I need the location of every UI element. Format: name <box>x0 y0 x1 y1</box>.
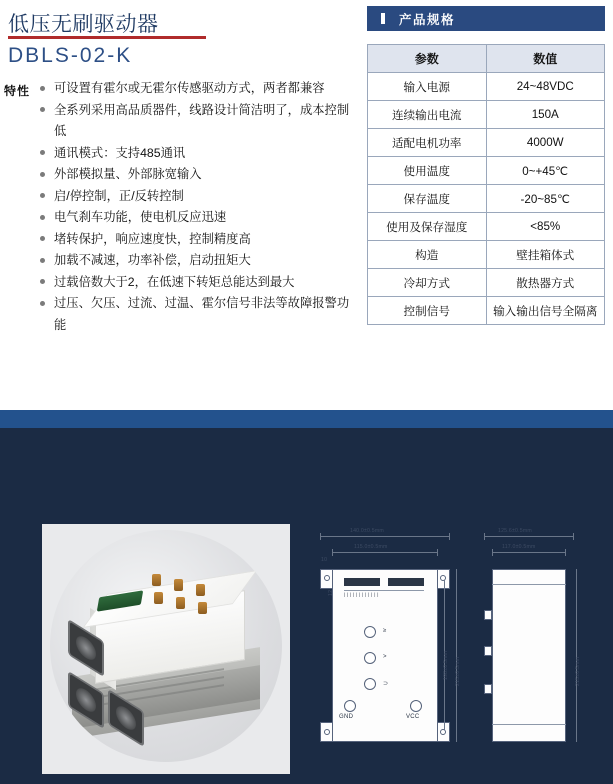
front-view-drawing <box>310 524 460 774</box>
cell-parameter: 构造 <box>368 241 487 269</box>
dim-front-outer-width: 140.0±0.5mm <box>350 528 384 534</box>
cell-parameter: 适配电机功率 <box>368 129 487 157</box>
mounting-hole <box>324 729 330 735</box>
terminal-label-1: ≥ <box>383 628 387 634</box>
list-item <box>40 229 352 251</box>
dim-tick <box>332 549 333 556</box>
side-bracket-mid <box>484 646 492 656</box>
feature-text: 加载不减速，功率补偿，启动扭矩大 <box>54 253 251 267</box>
cell-value: 0~+45℃ <box>486 157 605 185</box>
product-photo <box>42 524 290 774</box>
silkscreen-line <box>344 590 424 591</box>
mounting-hole <box>440 575 446 581</box>
cell-value: 输入输出信号全隔离 <box>486 297 605 325</box>
feature-text: 可设置有霍尔或无霍尔传感驱动方式，两者都兼容 <box>54 81 325 95</box>
side-bracket-low <box>484 684 492 694</box>
table-row <box>368 129 605 157</box>
cell-value: -20~85℃ <box>486 185 605 213</box>
table-row <box>368 241 605 269</box>
dim-line-vertical <box>576 569 577 742</box>
model-number: DBLS-02-K <box>8 44 133 67</box>
terminal-hole-2 <box>364 652 376 664</box>
dim-line <box>332 552 438 553</box>
cell-value: 散热器方式 <box>486 269 605 297</box>
dim-line-vertical <box>456 569 457 742</box>
list-item <box>40 207 352 229</box>
cell-value: 150A <box>486 101 605 129</box>
technical-drawings <box>310 524 586 774</box>
cell-value: 24~48VDC <box>486 73 605 101</box>
bullet-icon <box>40 301 45 306</box>
list-item <box>40 143 352 165</box>
bullet-icon <box>40 172 45 177</box>
dim-line <box>320 536 450 537</box>
dim-tick <box>484 533 485 540</box>
side-detail-line <box>492 724 566 725</box>
feature-text: 启/停控制，正/反转控制 <box>54 188 184 203</box>
side-bracket-high <box>484 610 492 620</box>
cell-value: 4000W <box>486 129 605 157</box>
dim-tick <box>449 533 450 540</box>
terminal-label-vcc: VCC <box>406 714 420 720</box>
cell-parameter: 使用及保存湿度 <box>368 213 487 241</box>
terminal-hole-3 <box>364 678 376 690</box>
side-detail-line <box>492 584 566 585</box>
cell-parameter: 控制信号 <box>368 297 487 325</box>
list-item <box>40 100 352 143</box>
power-terminal <box>154 592 163 604</box>
feature-text: 全系列采用高品质器件，线路设计简洁明了，成本控制低 <box>54 102 350 138</box>
power-terminal <box>174 579 183 591</box>
bullet-icon <box>40 86 45 91</box>
cell-parameter: 使用温度 <box>368 157 487 185</box>
dim-tick <box>437 549 438 556</box>
features-list <box>40 78 352 336</box>
bullet-icon <box>40 150 45 155</box>
feature-text: 通讯模式：支持485通讯 <box>54 145 186 160</box>
bullet-icon <box>40 193 45 198</box>
section-divider-band <box>0 410 613 428</box>
mounting-hole <box>324 575 330 581</box>
terminal-block-right <box>388 578 424 586</box>
spec-banner-label: 产品规格 <box>399 12 456 27</box>
side-view-drawing <box>478 524 586 774</box>
dim-line <box>492 552 566 553</box>
dim-front-height: 215±0.5mm <box>455 656 461 686</box>
list-item <box>40 186 352 208</box>
features-label: 特性 <box>4 84 31 98</box>
table-row <box>368 73 605 101</box>
list-item <box>40 78 352 100</box>
power-terminal <box>198 602 207 614</box>
dim-side-inner-width: 117.0±0.5mm <box>502 544 536 550</box>
dim-line <box>484 536 574 537</box>
table-header-row <box>368 45 605 73</box>
column-header-value: 数值 <box>486 45 605 73</box>
cell-value: 壁挂箱体式 <box>486 241 605 269</box>
table-row <box>368 269 605 297</box>
feature-text: 外部模拟量、外部脉宽输入 <box>54 167 202 181</box>
dim-side-height: 215±0.5mm <box>575 656 581 686</box>
spec-table <box>367 44 605 325</box>
spec-banner <box>367 6 605 31</box>
power-terminal <box>196 584 205 596</box>
photo-circle-backdrop <box>50 530 282 762</box>
cell-value: <85% <box>486 213 605 241</box>
dim-tick <box>573 533 574 540</box>
list-item <box>40 272 352 294</box>
dim-tick <box>565 549 566 556</box>
mounting-hole <box>440 729 446 735</box>
dim-side-outer-width: 125.6±0.5mm <box>498 528 532 534</box>
terminal-hole-1 <box>364 626 376 638</box>
dim-front-small-vert: 12 <box>328 589 334 596</box>
bullet-icon <box>40 236 45 241</box>
feature-text: 电气刹车功能，使电机反应迅速 <box>54 210 227 224</box>
dim-tick <box>492 549 493 556</box>
cell-parameter: 输入电源 <box>368 73 487 101</box>
table-row <box>368 157 605 185</box>
terminal-label-3: ⊃ <box>383 681 389 687</box>
list-item <box>40 164 352 186</box>
cell-parameter: 保存温度 <box>368 185 487 213</box>
dim-tick <box>320 533 321 540</box>
feature-text: 过压、欠压、过流、过温、霍尔信号非法等故障报警功能 <box>54 296 350 332</box>
bullet-icon <box>40 279 45 284</box>
hero-panel <box>0 428 613 784</box>
table-row <box>368 213 605 241</box>
table-row <box>368 297 605 325</box>
title-underline <box>8 36 206 39</box>
dim-front-inner-width: 115.0±0.5mm <box>354 544 388 550</box>
table-row <box>368 185 605 213</box>
cell-parameter: 连续输出电流 <box>368 101 487 129</box>
terminal-label-2: > <box>383 654 387 660</box>
cell-parameter: 冷却方式 <box>368 269 487 297</box>
page-title: 低压无刷驱动器 <box>8 13 159 36</box>
dim-front-inner-height: 198±0.5mm <box>443 650 449 680</box>
list-item <box>40 293 352 336</box>
terminal-hole-vcc <box>410 700 422 712</box>
power-terminal <box>152 574 161 586</box>
power-terminal <box>176 597 185 609</box>
feature-text: 堵转保护，响应速度快，控制精度高 <box>54 231 251 246</box>
table-row <box>368 101 605 129</box>
terminal-block-left <box>344 578 380 586</box>
feature-text: 过载倍数大于2，在低速下转矩总能达到最大 <box>54 274 295 289</box>
bullet-icon <box>40 107 45 112</box>
column-header-parameter: 参数 <box>368 45 487 73</box>
list-item <box>40 250 352 272</box>
side-body-outline <box>492 569 566 742</box>
terminal-label-gnd: GND <box>339 714 354 720</box>
dim-front-small: 10 <box>321 557 328 563</box>
terminal-hole-gnd <box>344 700 356 712</box>
bullet-icon <box>40 215 45 220</box>
bullet-icon <box>40 258 45 263</box>
silkscreen-text: | | | | | | | | | | | | <box>344 592 379 597</box>
specification-section <box>367 6 605 325</box>
